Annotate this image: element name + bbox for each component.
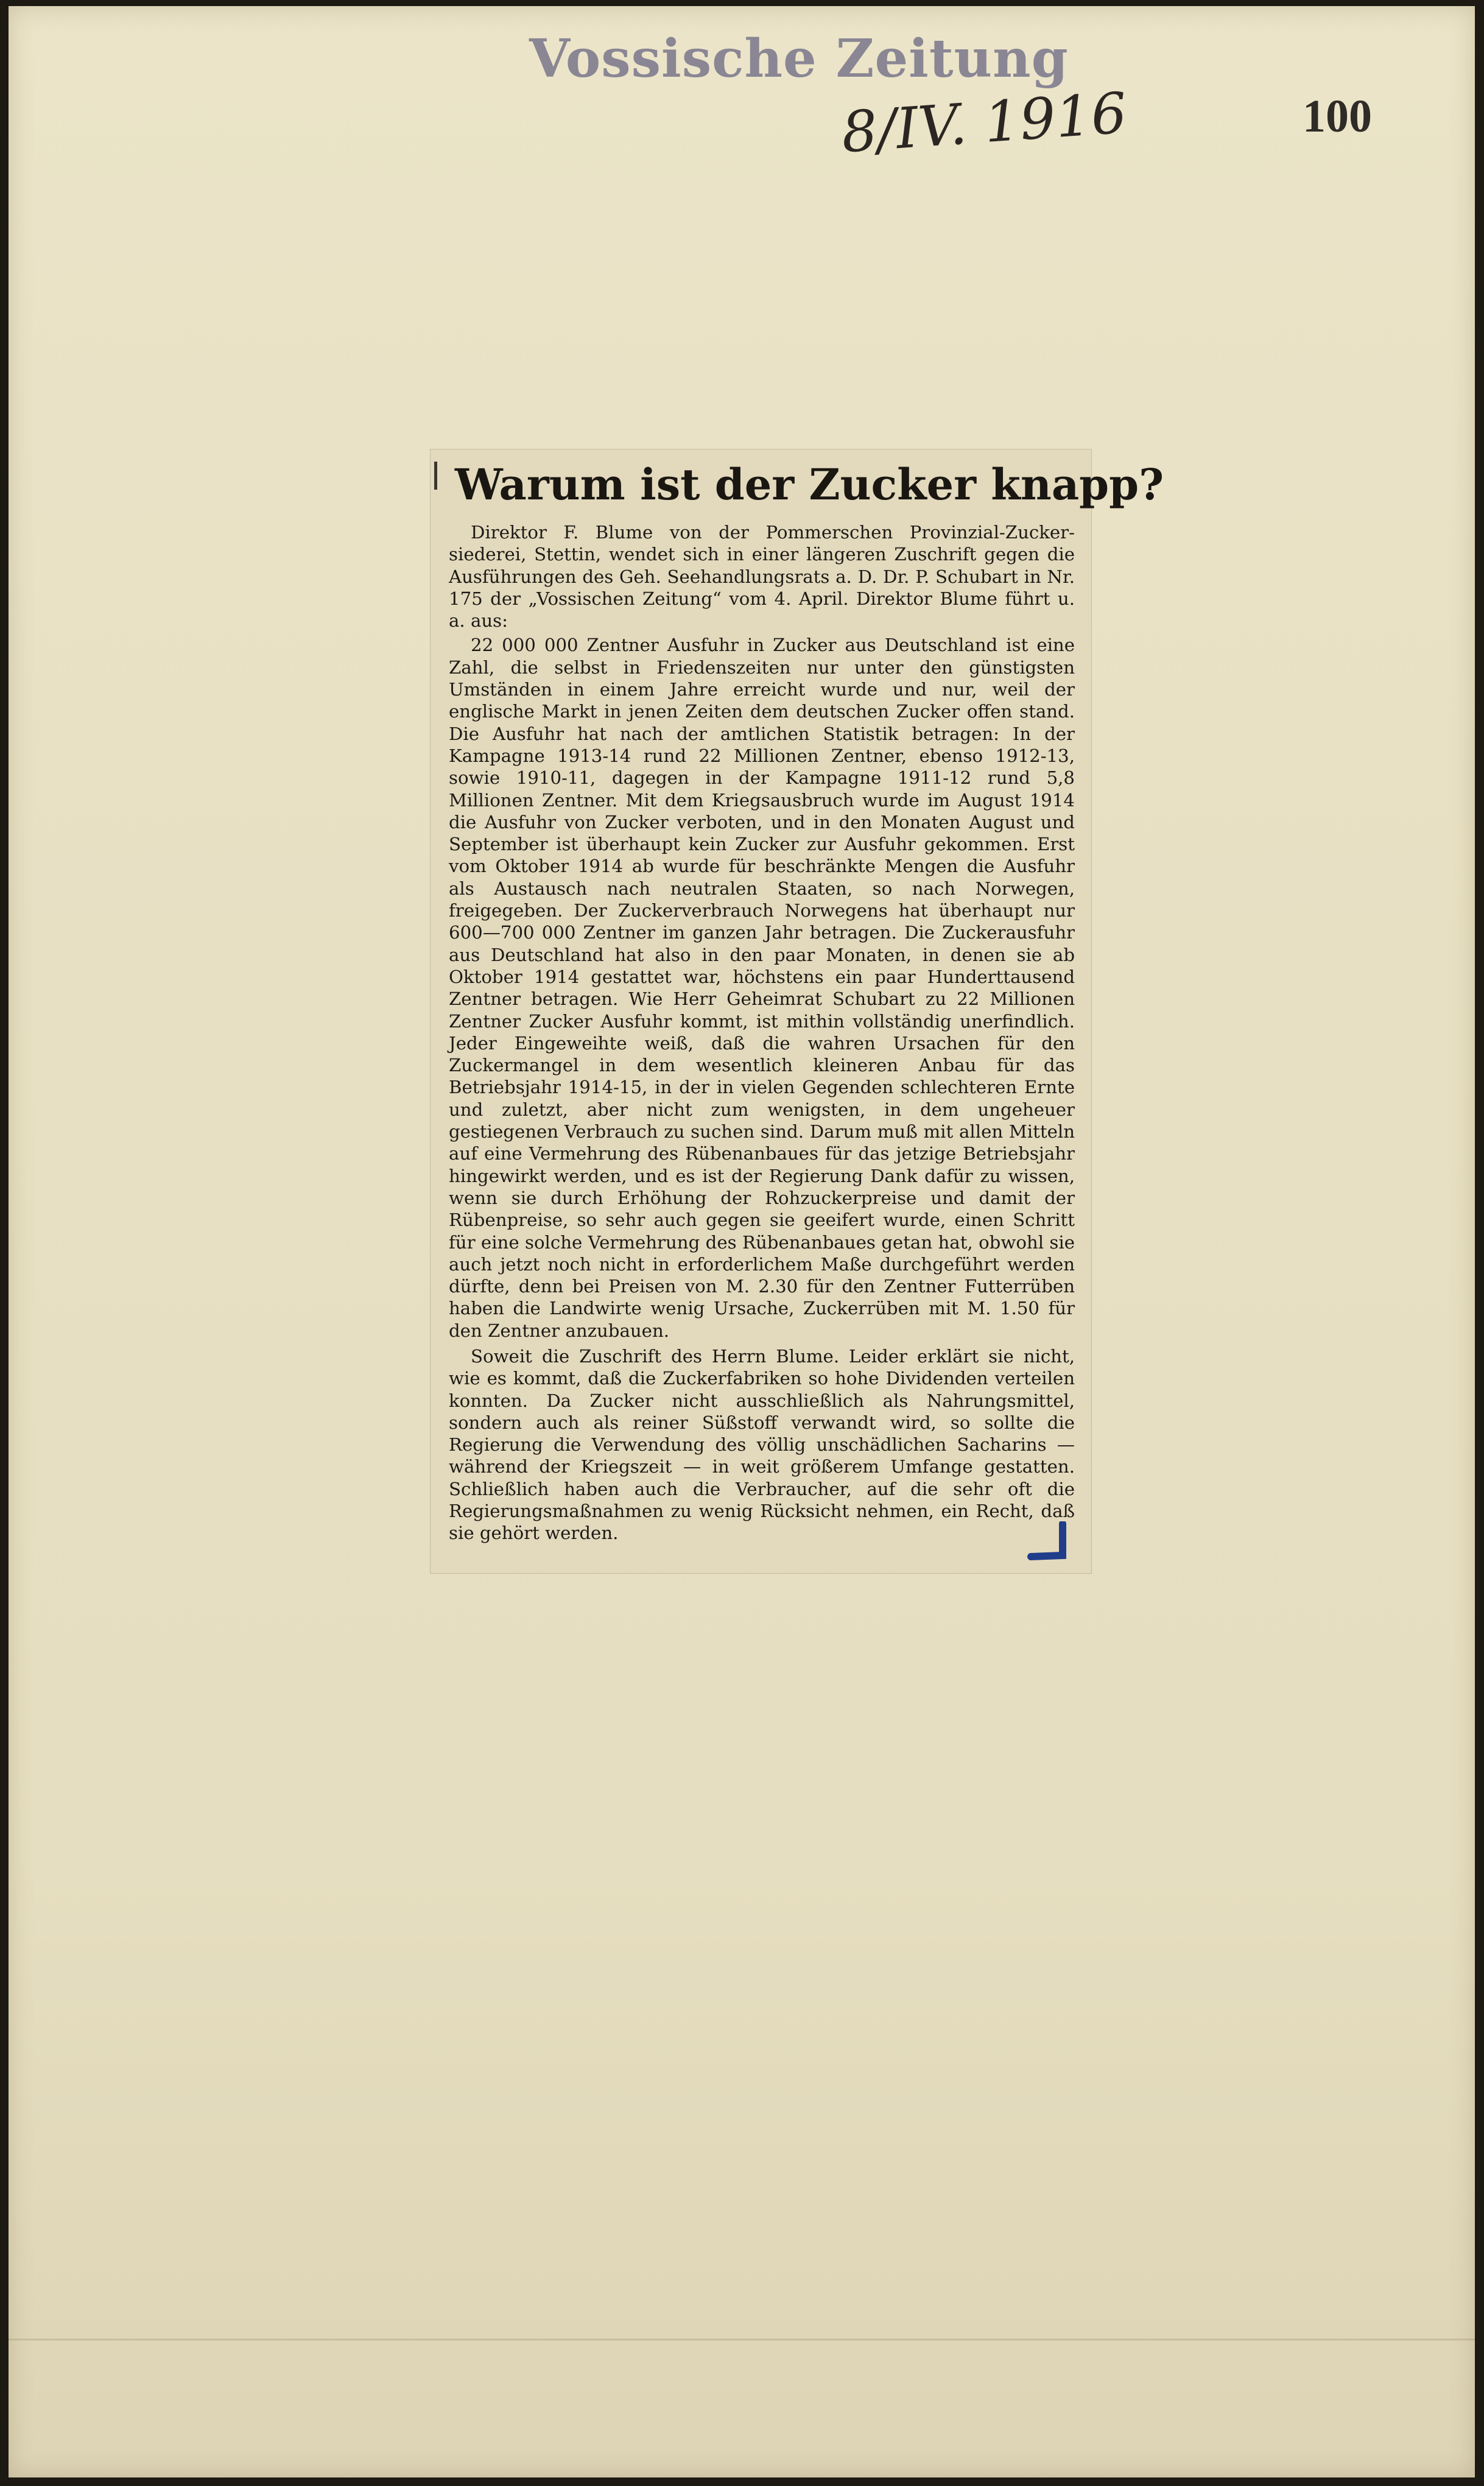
handwritten-date: 8/IV. 1916 <box>839 80 1129 166</box>
article-title: Warum ist der Zucker knapp? <box>455 459 1164 510</box>
article-paragraph-intro: Direktor F. Blume von der Pommerschen Provinzial-Zucker-siederei, Stettin, wendet sich in einer längeren Zuschrift gegen die Ausführungen des Geh. Seehandlungsrats a. D. Dr. P. Schubart in Nr. 175 der „Vossischen Zeitung“ vom 4. April. Direktor Blume führt u. a. aus: <box>449 522 1075 632</box>
article-body <box>449 521 1075 1557</box>
page-number: 100 <box>1303 91 1372 142</box>
newspaper-stamp: Vossische Zeitung <box>529 28 1069 90</box>
margin-mark <box>434 462 437 490</box>
newspaper-clipping <box>431 449 1164 1573</box>
article-paragraph-main: 22 000 000 Zentner Ausfuhr in Zucker aus Deutschland ist eine Zahl, die selbst in Friedenszeiten nur unter den günstigsten Umständen in einem Jahre erreicht wurde und nur, weil der englische Markt in jenen Zeiten dem deutschen Zucker offen stand. Die Ausfuhr hat nach der amtlichen Statistik betragen: In der Kampagne 1913-14 rund 22 Millionen Zentner, ebenso 1912-13, sowie 1910-11, dagegen in der Kampagne 1911-12 rund 5,8 Millionen Zentner. Mit dem Kriegsausbruch wurde im August 1914 die Ausfuhr von Zucker verboten, und in den Monaten August und September ist überhaupt kein Zucker zur Ausfuhr gekommen. Erst vom Oktober 1914 ab wurde für beschränkte Mengen die Ausfuhr als Austausch nach neutralen Staaten, so nach Norwegen, freigegeben. Der Zuckerverbrauch Norwegens hat überhaupt nur 600—700 000 Zentner im ganzen Jahr betragen. Die Zuckerausfuhr aus Deutschland hat also in den paar Monaten, in denen sie ab Oktober 1914 gestattet war, höchstens ein paar Hunderttausend Zentner betragen. Wie Herr Geheimrat Schubart zu 22 Millionen Zentner Zucker Ausfuhr kommt, ist mithin vollständig unerfindlich. Jeder Eingeweihte weiß, daß die wahren Ursachen für den Zuckermangel in dem wesentlich kleineren Anbau für das Betriebsjahr 1914-15, in der in vielen Gegenden schlechteren Ernte und zuletzt, aber nicht zum wenigsten, in dem ungeheuer gestiegenen Verbrauch zu suchen sind. Darum muß mit allen Mitteln auf eine Vermehrung des Rübenanbaues für das jetzige Betriebsjahr hingewirkt werden, und es ist der Regierung Dank dafür zu wissen, wenn sie durch Erhöhung der Rohzuckerpreise und damit der Rübenpreise, so sehr auch gegen sie geeifert wurde, einen Schritt für eine solche Vermehrung des Rübenanbaues getan hat, obwohl sie auch jetzt noch nicht in erforderlichem Maße durchgeführt werden dürfte, denn bei Preisen von M. 2.30 für den Zentner Futterrüben haben die Landwirte wenig Ursache, Zuckerrüben mit M. 1.50 für den Zentner anzubauen. <box>449 635 1075 1341</box>
paper-fold <box>9 2339 1475 2340</box>
article-paragraph-closing: Soweit die Zuschrift des Herrn Blume. Leider erklärt sie nicht, wie es kommt, daß die Zuckerfabriken so hohe Dividenden verteilen konnten. Da Zucker nicht ausschließlich als Nahrungsmittel, sondern auch als reiner Süßstoff verwandt wird, so sollte die Regierung die Verwendung des völlig unschädlichen Sacharins — während der Kriegszeit — in weit größerem Umfange gestatten. Schließlich haben auch die Verbraucher, auf die sehr oft die Regierungsmaßnahmen zu wenig Rücksicht nehmen, ein Recht, daß sie gehört werden. <box>449 1345 1075 1544</box>
archive-sheet <box>9 6 1475 2477</box>
blue-pencil-mark <box>1027 1521 1075 1562</box>
